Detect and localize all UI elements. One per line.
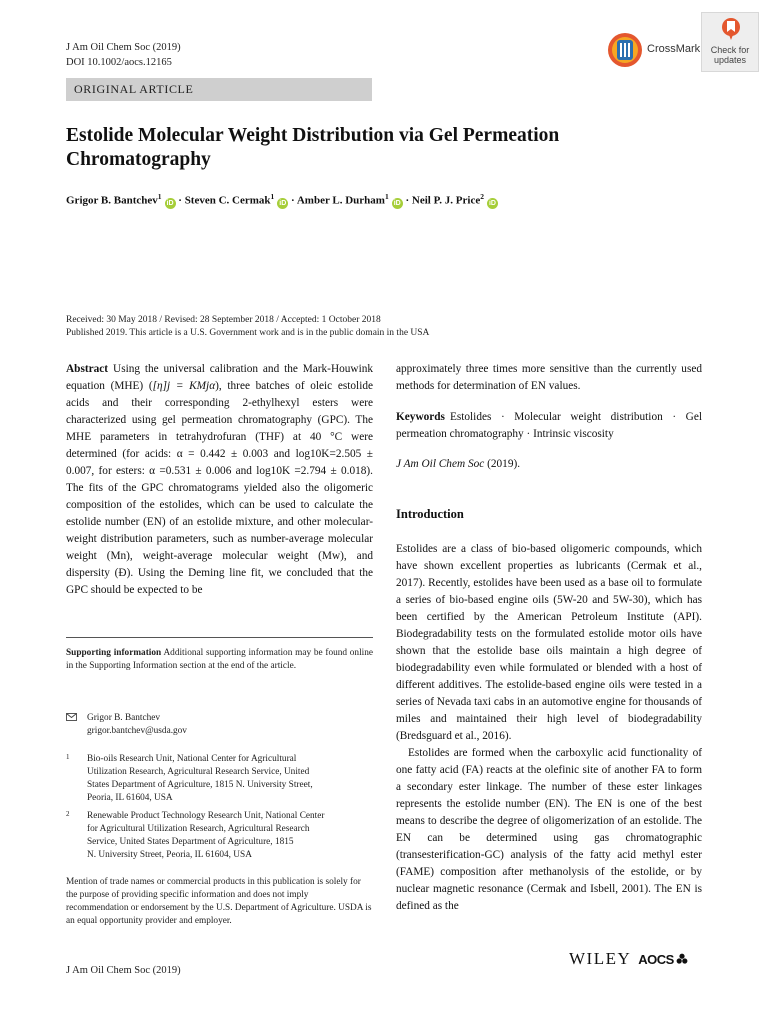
author-list [66, 192, 706, 209]
affiliation-line: Utilization Research, Agricultural Research Service, United [87, 767, 310, 777]
supporting-information-label: Supporting information [66, 648, 162, 658]
citation-journal: J Am Oil Chem Soc [396, 458, 485, 470]
affiliation-line: N. University Street, Peoria, IL 61604, USA [87, 850, 252, 860]
wiley-logo: WILEY [569, 949, 632, 968]
author-affiliation-ref: 2 [480, 192, 484, 201]
supporting-information-note [66, 647, 373, 673]
orcid-icon[interactable]: iD [279, 199, 287, 207]
author-name[interactable]: Steven C. Cermak [184, 194, 271, 207]
crossmark-icon [607, 32, 643, 68]
section-heading-introduction: Introduction [396, 507, 464, 521]
bookmark-icon [721, 18, 741, 42]
abstract-continuation: approximately three times more sensitive than the currently used methods for determination of EN values. [396, 363, 702, 392]
corresponding-author-email[interactable]: grigor.bantchev@usda.gov [87, 726, 187, 736]
affiliation-line: Peoria, IL 61604, USA [87, 793, 173, 803]
affiliation-number: 2 [66, 810, 70, 818]
crossmark-badge[interactable] [607, 30, 707, 70]
affiliation-line: States Department of Agriculture, 1815 N. University Street, [87, 780, 313, 790]
article-title: Estolide Molecular Weight Distribution via Gel Permeation Chromatography [66, 125, 560, 170]
aocs-clover-icon [676, 953, 688, 965]
abstract-text-2: ), three batches of oleic estolide acids and their corresponding 2-ethylhexyl esters were characterized using gel permeation chromatography (GPC). The MHE parameters in tetrahydrofuran (THF) at 40 °C were determined (for acids: α = 0.442 ± 0.003 and log10K=2.505 ± 0.007, for esters: α =0.531 ± 0.006 and log10K =2.794 ± 0.018). The fits of the GPC chromatograms yielded also the oligomeric composition of the estolides, which can be used to calculate the estolide number (EN) of an estolide mixture, and other molecular-weight distribution parameters, such as number-average molecular weight (Mn), weight-average molecular weight (Mw), and dispersity (Đ). Using the Deming line fit, we concluded that the GPC should be expected to be [66, 380, 374, 596]
envelope-icon [66, 713, 77, 721]
citation-year: (2019). [484, 458, 521, 470]
author-name[interactable]: Neil P. J. Price [411, 194, 481, 207]
footer-journal: J Am Oil Chem Soc (2019) [66, 965, 181, 976]
publisher-logos [569, 949, 688, 969]
affiliation-line: for Agricultural Utilization Research, Agricultural Research [87, 824, 310, 834]
aocs-logo: AOCS [638, 952, 674, 967]
supporting-information-text: Additional supporting information may be found online in the Supporting Information section at the end of the article. [66, 648, 374, 671]
footnote-divider [66, 637, 373, 638]
article-type-banner: ORIGINAL ARTICLE [66, 78, 372, 101]
affiliation-line: Renewable Product Technology Research Unit, National Center [87, 811, 325, 821]
history-dates: Received: 30 May 2018 / Revised: 28 September 2018 / Accepted: 1 October 2018 [66, 315, 381, 325]
affiliation-line: Bio-oils Research Unit, National Center for Agricultural [87, 754, 297, 764]
keywords [396, 409, 702, 443]
orcid-icon[interactable]: iD [488, 199, 496, 207]
check-for-updates-badge[interactable] [701, 12, 759, 72]
abstract [66, 361, 373, 599]
abstract-label: Abstract [66, 363, 109, 375]
abstract-text-1: Using the universal calibration and the Mark-Houwink equation (MHE) ( [66, 363, 373, 392]
author-name[interactable]: Amber L. Durham [296, 194, 385, 207]
check-for-updates-label: Check for updates [710, 45, 750, 65]
keywords-label: Keywords [396, 411, 445, 423]
introduction-body [396, 541, 702, 915]
author-separator: · [175, 194, 185, 207]
orcid-icon[interactable]: iD [393, 199, 401, 207]
introduction-paragraph-1: Estolides are a class of bio-based oligomeric compounds, which have shown excellent properties as lubricants (Cermak et al., 2017). Recently, estolides have been used as a base oil to formulate a series of bio-based engine oils (5W-20 and 5W-30), which has been certified by the American Petroleum Institute (API). Biodegradability tests on the formulated estolide motor oils have shown that the estolide base oils maintain a high degree of biodegradability even while formulated or blended with a host of different additives. The estolide-based engine oils were tested in a series of Nevada taxi cabs in an automotive engine for thousands of miles and maintained their high level of biodegradability (Bredsguard et al., 2016). [396, 543, 702, 742]
orcid-icon[interactable]: iD [166, 199, 174, 207]
citation-line [396, 458, 520, 470]
introduction-paragraph-2: Estolides are formed when the carboxylic acid functionality of one fatty acid (FA) reacts at the olefinic site of another FA to form a secondary ester linkage. The number of these ester linkages represents the estolide number (EN). The EN is one of the best means to describe the degree of oligomerization of an estolide. The EN can be determined using gas chromatographic (transesterification-GC) analysis of the fatty acid methyl ester (FAME) composition after methanolysis of the estolide, or by nuclear magnetic resonance (Cermak and Isbell, 2001). The EN is defined as the [396, 747, 702, 912]
keywords-text: Estolides · Molecular weight distribution · Gel permeation chromatography · Intrinsic viscosity [396, 411, 702, 440]
mark-houwink-equation: [η]j = KMjα [152, 380, 216, 392]
author-separator: · [402, 194, 412, 207]
affiliation-line: Service, United States Department of Agriculture, 1815 [87, 837, 294, 847]
author-affiliation-ref: 1 [157, 192, 162, 201]
corresponding-author-name: Grigor B. Bantchev [87, 713, 161, 723]
author-affiliation-ref: 1 [270, 192, 275, 201]
usda-disclaimer: Mention of trade names or commercial products in this publication is solely for the purpose of providing specific information and does not imply recommendation or endorsement by the U.S. Department of Agriculture. USDA is an equal opportunity provider and employer. [66, 877, 372, 926]
crossmark-label: CrossMark [647, 43, 701, 55]
published-notice: Published 2019. This article is a U.S. Government work and is in the public domain in the USA [66, 328, 430, 338]
header-doi: DOI 10.1002/aocs.12165 [66, 57, 172, 68]
author-name[interactable]: Grigor B. Bantchev [66, 194, 158, 207]
author-separator: · [288, 194, 297, 207]
header-journal: J Am Oil Chem Soc (2019) [66, 42, 181, 53]
affiliation-number: 1 [66, 753, 70, 761]
author-affiliation-ref: 1 [384, 192, 389, 201]
